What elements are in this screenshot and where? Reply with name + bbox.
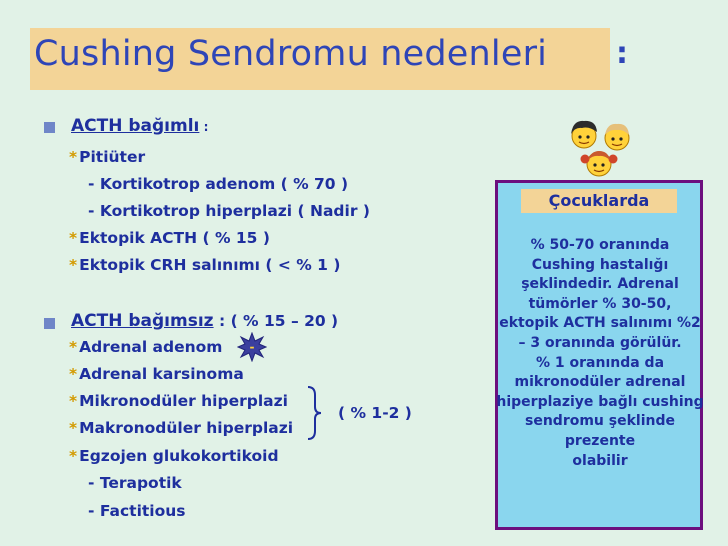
acth-independent-heading: ACTH bağımsız (71, 311, 214, 331)
list-item-macronodular: * Makronodüler hiperplazi (69, 419, 294, 437)
side-text-line: olabilir (572, 452, 628, 469)
children-faces-icon (565, 114, 637, 182)
list-item-ectopic-crh: * Ektopik CRH salınımı ( < % 1 ) (69, 256, 341, 274)
side-text-line: sendromu şeklinde (525, 413, 675, 430)
list-item-ectopic-acth: * Ektopik ACTH ( % 15 ) (69, 229, 270, 247)
square-bullet-icon (44, 122, 55, 133)
list-item-adrenal-carcinoma: * Adrenal karsinoma (69, 365, 244, 383)
list-item-hyperplasia: - Kortikotrop hiperplazi ( Nadir ) (88, 202, 370, 220)
list-item-adenoma: - Kortikotrop adenom ( % 70 ) (88, 175, 349, 193)
side-text-line: prezente (564, 432, 636, 449)
side-text-line: % 1 oranında da (535, 354, 665, 371)
star-marker: * (69, 392, 78, 410)
side-text-line: tümörler % 30-50, (528, 295, 672, 312)
list-item-therapeutic: - Terapotik (88, 474, 182, 492)
side-text-line: – 3 oranında görülür. (518, 334, 682, 351)
side-text-line: mikronodüler adrenal (514, 374, 686, 391)
list-item-micronodular: * Mikronodüler hiperplazi (69, 392, 288, 410)
nodular-percentage: ( % 1-2 ) (338, 404, 412, 422)
side-text-line: Cushing hastalığı (531, 256, 669, 273)
star-marker: * (69, 338, 78, 356)
star-marker: * (69, 447, 78, 465)
burst-symbol: - (249, 340, 255, 354)
slide-title: Cushing Sendromu nedenleri (34, 34, 548, 74)
list-item-factitious: - Factitious (88, 502, 186, 520)
acth-dependent-line (71, 116, 208, 137)
right-brace-icon (305, 385, 325, 441)
star-marker: * (69, 148, 78, 166)
side-text-line: % 50-70 oranında (530, 237, 670, 253)
side-label: Çocuklarda (548, 191, 650, 210)
list-item-pituitary: * Pitiüter (69, 148, 146, 166)
side-text-line: hiperplaziye bağlı cushing (496, 393, 704, 410)
acth-independent-suffix: : ( % 15 – 20 ) (213, 312, 339, 330)
list-item-adrenal-adenoma: * Adrenal adenom (69, 338, 223, 356)
acth-dependent-heading: ACTH bağımlı (71, 116, 200, 136)
title-colon: : (616, 36, 628, 71)
acth-dependent-suffix: : (199, 120, 209, 134)
square-bullet-icon (44, 318, 55, 329)
star-marker: * (69, 229, 78, 247)
star-marker: * (69, 365, 78, 383)
starburst-icon (237, 332, 267, 362)
acth-independent-line (71, 311, 338, 331)
side-text-line: ektopik ACTH salınımı %2 (499, 315, 701, 332)
star-marker: * (69, 256, 78, 274)
side-text (498, 236, 702, 471)
side-text-line: şeklindedir. Adrenal (521, 276, 679, 293)
list-item-exogenous: * Egzojen glukokortikoid (69, 447, 279, 465)
star-marker: * (69, 419, 78, 437)
